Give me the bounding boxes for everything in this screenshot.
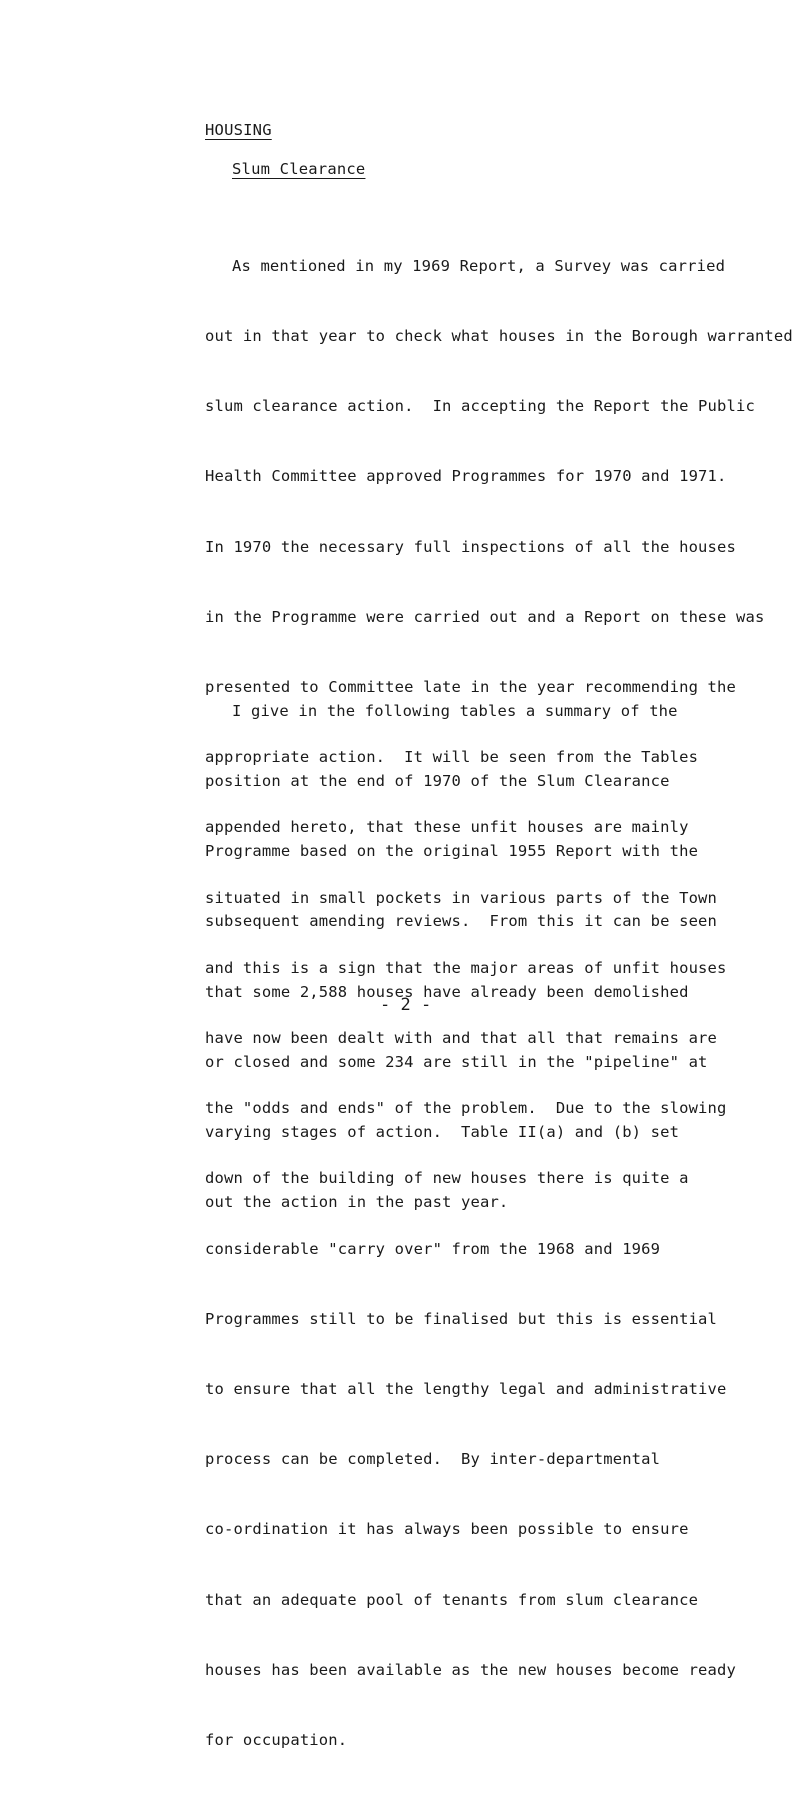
paragraph-line: the "odds and ends" of the problem. Due to the slowing bbox=[205, 1099, 727, 1118]
paragraph-line: In 1970 the necessary full inspections of all the houses bbox=[205, 537, 736, 556]
paragraph-line: houses has been available as the new houses become ready bbox=[205, 1660, 736, 1679]
paragraph-line: have now been dealt with and that all that remains are bbox=[205, 1029, 718, 1048]
paragraph-2 bbox=[205, 653, 800, 1261]
paragraph-line: out in that year to check what houses in the Borough warranted bbox=[205, 327, 793, 346]
paragraph-line: Health Committee approved Programmes for 1970 and 1971. bbox=[205, 467, 727, 486]
paragraph-line: subsequent amending reviews. From this it can be seen bbox=[205, 912, 718, 931]
paragraph-line: down of the building of new houses there is quite a bbox=[205, 1169, 689, 1188]
paragraph-line: to ensure that all the lengthy legal and administrative bbox=[205, 1380, 727, 1399]
paragraph-line: process can be completed. By inter-departmental bbox=[205, 1450, 661, 1469]
paragraph-line: and this is a sign that the major areas of unfit houses bbox=[205, 958, 727, 977]
paragraph-line: or closed and some 234 are still in the "pipeline" at bbox=[205, 1052, 708, 1071]
paragraph-line: Programmes still to be finalised but this is essential bbox=[205, 1309, 718, 1328]
paragraph-line: presented to Committee late in the year recommending the bbox=[205, 678, 736, 697]
paragraph-line: considerable "carry over" from the 1968 and 1969 bbox=[205, 1239, 661, 1258]
paragraph-line: Programme based on the original 1955 Report with the bbox=[205, 842, 699, 861]
paragraph-line: situated in small pockets in various parts of the Town bbox=[205, 888, 718, 907]
paragraph-line: slum clearance action. In accepting the Report the Public bbox=[205, 397, 755, 416]
paragraph-line: co-ordination it has always been possible to ensure bbox=[205, 1520, 689, 1539]
paragraph-line: out the action in the past year. bbox=[205, 1193, 509, 1212]
paragraph-line: position at the end of 1970 of the Slum Clearance bbox=[205, 772, 670, 791]
section-title: HOUSING bbox=[205, 121, 272, 139]
paragraph-line: in the Programme were carried out and a Report on these was bbox=[205, 607, 765, 626]
paragraph-line: As mentioned in my 1969 Report, a Survey was carried bbox=[232, 256, 726, 275]
subsection-title: Slum Clearance bbox=[232, 160, 366, 178]
paragraph-line: I give in the following tables a summary of the bbox=[232, 701, 678, 720]
paragraph-line: appended hereto, that these unfit houses are mainly bbox=[205, 818, 689, 837]
page-number: - 2 - bbox=[380, 995, 432, 1015]
paragraph-line: appropriate action. It will be seen from the Tables bbox=[205, 748, 699, 767]
paragraph-line: varying stages of action. Table II(a) and (b) set bbox=[205, 1123, 680, 1142]
paragraph-line: that some 2,588 houses have already been demolished bbox=[205, 982, 689, 1001]
paragraph-line: that an adequate pool of tenants from slum clearance bbox=[205, 1590, 699, 1609]
paragraph-line: for occupation. bbox=[205, 1731, 348, 1750]
